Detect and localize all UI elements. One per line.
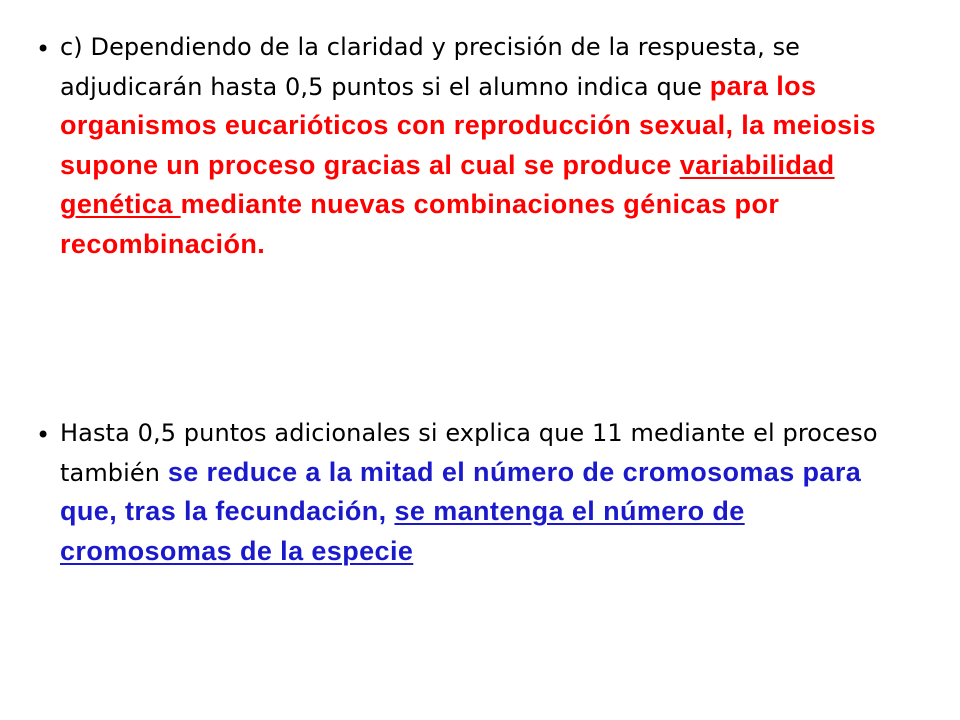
blue-underlined-text: se mantenga el número de cromosomas de la especie bbox=[60, 496, 745, 566]
red-underlined-text: variabilidad genética bbox=[60, 149, 835, 219]
red-emphasis-text: para los organismos eucarióticos con reproducción sexual, la meiosis supone un proceso gracias al cual se produce bbox=[60, 70, 876, 180]
bullet-marker: • bbox=[36, 35, 51, 63]
bullet-lead-text: Hasta 0,5 puntos adicionales si explica que 11 mediante el proceso también bbox=[60, 419, 878, 487]
bullet-marker: • bbox=[36, 421, 51, 449]
bullet-item-chromosome-reduction bbox=[36, 414, 916, 571]
bullet-paragraph bbox=[60, 28, 916, 264]
blue-emphasis-text: se reduce a la mitad el número de cromosomas para que, tras la fecundación, bbox=[60, 456, 862, 526]
bullet-item-meiosis-variability bbox=[36, 28, 916, 264]
bullet-lead-text: c) Dependiendo de la claridad y precisión de la respuesta, se adjudicarán hasta 0,5 puntos si el alumno indica que bbox=[60, 33, 801, 101]
bullet-paragraph bbox=[60, 414, 916, 571]
red-emphasis-text-continued: mediante nuevas combinaciones génicas por recombinación. bbox=[60, 189, 780, 259]
